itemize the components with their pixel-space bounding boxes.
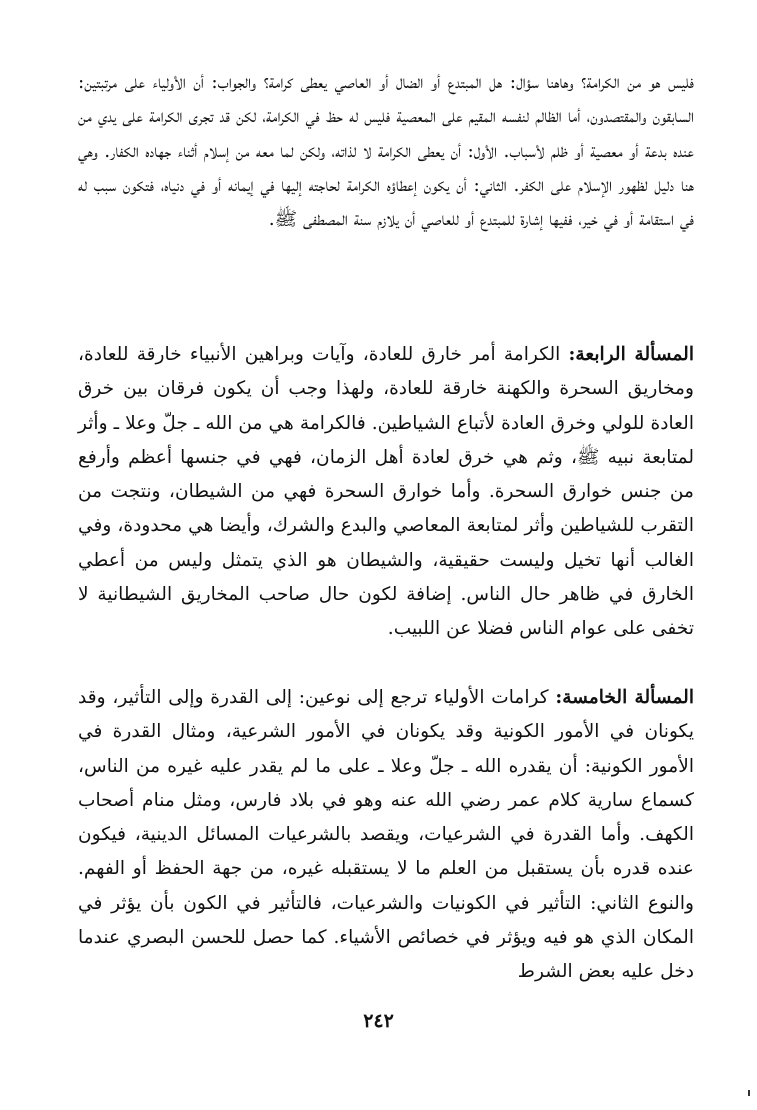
paragraph-fifth-issue: [78, 681, 694, 990]
fourth-issue-heading: المسألة الرابعة:: [568, 344, 694, 365]
fifth-issue-text: كرامات الأولياء ترجع إلى نوعين: إلى القدرة وإلى التأثير، وقد يكونان في الأمور الكونية وقد يكونان في الأمور الشرعية، ومثال القدرة في الأمور الكونية: أن يقدره الله ـ جلّ وعلا ـ على ما لم يقدر عليه غيره من الناس، كسماع سارية كلام عمر رضي الله عنه وهو في بلاد فارس، ومثل منام أصحاب الكهف. وأما القدرة في الشرعيات، ويقصد بالشرعيات المسائل الدينية، فيكون عنده قدره بأن يستقبل من العلم ما لا يستقبله غيره، من جهة الحفظ أو الفهم. والنوع الثاني: التأثير في الكونيات والشرعيات، فالتأثير في الكون بأن يؤثر في المكان الذي هو فيه ويؤثر في خصائص الأشياء. كما حصل للحسن البصري عندما دخل عليه بعض الشرط: [78, 687, 694, 983]
fourth-issue-text: الكرامة أمر خارق للعادة، وآيات وبراهين الأنبياء خارقة للعادة، ومخاريق السحرة والكهنة خارقة للعادة، ولهذا وجب أن يكون فرقان بين خرق العادة للولي وخرق العادة لأتباع الشياطين. فالكرامة هي من الله ـ جلّ وعلا ـ وأثر لمتابعة نبيه ﷺ، وثم هي خرق لعادة أهل الزمان، فهي في جنسها أعظم وأرفع من جنس خوارق السحرة. وأما خوارق السحرة فهي من الشيطان، ونتجت من التقرب للشياطين وأثر لمتابعة المعاصي والبدع والشرك، وأيضا هي محدودة، وفي الغالب أنها تخيل وليست حقيقية، والشيطان هو الذي يتمثل وليس من أعطي الخارق في ظاهر حال الناس. إضافة لكون حال صاحب المخاريق الشيطانية لا تخفى على عوام الناس فضلا عن اللبيب.: [78, 344, 694, 640]
paragraph-fourth-issue: [78, 338, 694, 647]
paragraph-intro: [78, 66, 694, 237]
page-edge-mark: [748, 1090, 750, 1096]
paragraph-intro-text: فليس هو من الكرامة؟ وهاهنا سؤال: هل المبتدع أو الضال أو العاصي يعطى كرامة؟ والجواب: أن الأولياء على مرتبتين: السابقون والمقتصدون، أما الظالم لنفسه المقيم على المعصية فليس له حظ في الكرامة، لكن قد تجرى الكرامة على يدي من عنده بدعة أو معصية أو ظلم لأسباب. الأول: أن يعطى الكرامة لا لذاته، ولكن لما معه من إسلام أثناء جهاده الكفار. وهي هنا دليل لظهور الإسلام على الكفر. الثاني: أن يكون إعطاؤه الكرامة لحاجته إليها في إيمانه أو في دنياه، فتكون سبب له في استقامة أو في خير، ففيها إشارة للمبتدع أو للعاصي أن يلازم سنة المصطفى ﷺ.: [78, 72, 694, 231]
fifth-issue-heading: المسألة الخامسة:: [555, 687, 694, 708]
page-number: ٢٤٢: [363, 1010, 394, 1032]
